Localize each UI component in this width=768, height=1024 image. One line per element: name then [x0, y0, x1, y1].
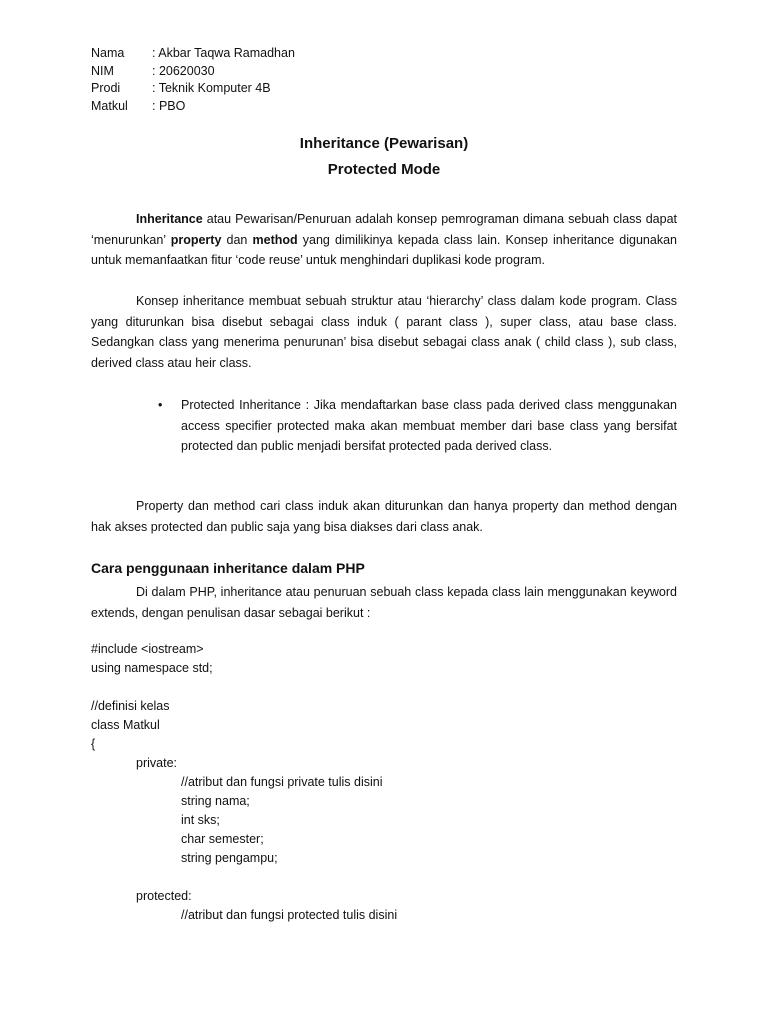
code-line: private:: [136, 756, 177, 770]
section-paragraph: Di dalam PHP, inheritance atau penuruan sebuah class kepada class lain menggunakan keyword extends, dengan penulisan dasar sebagai berikut :: [91, 585, 677, 620]
code-blank-line: [91, 868, 397, 887]
info-key: Nama: [91, 46, 125, 60]
info-row-prodi: [91, 80, 295, 98]
info-value: : 20620030: [152, 63, 215, 78]
code-line: protected:: [136, 889, 192, 903]
info-row-nim: [91, 63, 295, 81]
code-block: [91, 640, 397, 925]
text-run: dan: [221, 232, 253, 247]
info-key: Matkul: [91, 98, 128, 113]
info-row-nama: [91, 45, 295, 63]
code-blank-line: [91, 678, 397, 697]
student-info: [91, 45, 295, 115]
code-line: {: [91, 737, 96, 751]
term-method: method: [252, 232, 298, 247]
info-value: : Teknik Komputer 4B: [152, 81, 271, 95]
code-line: //atribut dan fungsi protected tulis disini: [181, 908, 398, 922]
info-row-matkul: [91, 98, 295, 116]
code-line: #include <iostream>: [91, 642, 204, 656]
info-key: Prodi: [91, 81, 121, 95]
code-line: //atribut dan fungsi private tulis disini: [181, 775, 383, 789]
code-line: int sks;: [181, 813, 220, 827]
code-line: string nama;: [181, 794, 250, 808]
intro-paragraph-2: Konsep inheritance membuat sebuah struktur atau ‘hierarchy’ class dalam kode program. Class yang diturunkan bisa disebut sebagai class induk ( parant class ), super class, atau base class. Sedangkan class yang menerima penurunan’ bisa disebut sebagai class anak ( child class ), sub class, derived class atau heir class.: [91, 294, 677, 370]
paragraph-3: Property dan method cari class induk akan diturunkan dan hanya property dan method dengan hak akses protected dan public saja yang bisa diakses dari class anak.: [91, 499, 677, 534]
term-property: property: [170, 232, 222, 247]
code-line: //definisi kelas: [91, 699, 170, 713]
info-value: : Akbar Taqwa Ramadhan: [152, 46, 295, 60]
document-title: Inheritance (Pewarisan): [299, 135, 469, 152]
code-line: class Matkul: [91, 718, 160, 732]
info-value: : PBO: [152, 98, 186, 113]
code-line: using namespace std;: [91, 661, 213, 675]
info-key: NIM: [91, 63, 114, 78]
term-inheritance: Inheritance: [136, 212, 203, 226]
text-run: yang dimilikinya kepada class lain. Konsep inheritance digunakan untuk memanfaatkan fitur ‘code reuse’ untuk menghindari duplikasi kode program.: [91, 232, 677, 267]
code-line: char semester;: [181, 832, 264, 846]
bullet-text: Protected Inheritance : Jika mendaftarkan base class pada derived class menggunakan access specifier protected maka akan membuat member dari base class yang bersifat protected dan public menjadi bersifat protected pada derived class.: [181, 398, 677, 453]
bullet-icon: •: [158, 398, 163, 412]
text-run: atau Pewarisan/Penuruan adalah konsep pemrograman dimana sebuah class dapat ‘menurunkan’: [91, 212, 677, 247]
document-subtitle: Protected Mode: [327, 161, 441, 178]
code-line: string pengampu;: [181, 851, 278, 865]
section-heading: Cara penggunaan inheritance dalam PHP: [91, 560, 365, 576]
intro-paragraph-1: [91, 209, 677, 271]
